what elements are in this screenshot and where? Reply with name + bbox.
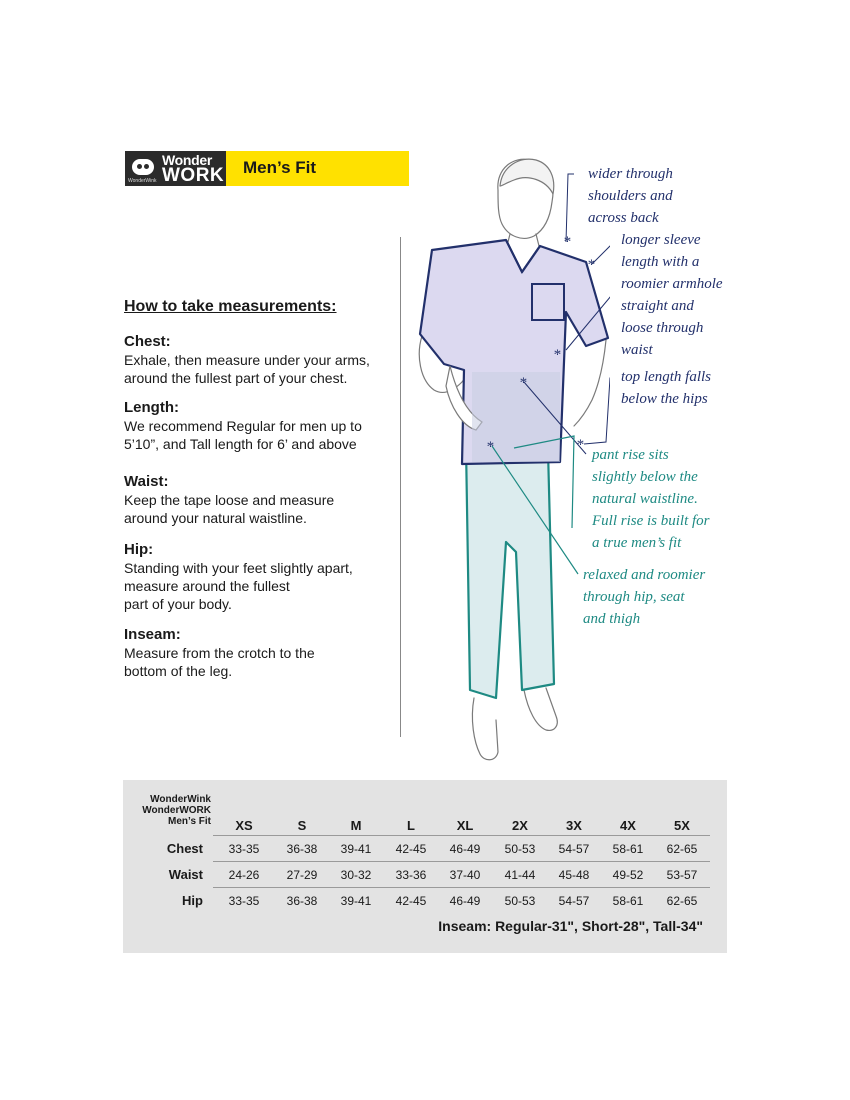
table-cell: 49-52 [612,868,644,882]
callout-line: length with a [621,254,700,270]
table-cell: 24-26 [228,868,260,882]
size-header: XL [456,818,474,833]
asterisk-marker: * [519,375,527,391]
section-heading: Hip: [124,541,154,558]
table-cell: 46-49 [449,894,481,908]
vertical-divider [400,237,401,737]
wonderwork-logo [125,151,226,186]
figure-arm-right [574,340,606,426]
callout-line: a true men’s fit [592,535,682,551]
section-heading: Inseam: [124,626,181,643]
callout-rise [592,444,710,554]
callout-line: shoulders and [588,188,673,204]
callout-line: wider through [588,166,673,182]
callout-sleeve [621,229,723,295]
section-hip [124,541,384,613]
callout-line: across back [588,210,659,226]
table-cell: 50-53 [504,842,536,856]
section-waist [124,473,384,527]
section-line: Standing with your feet slightly apart, [124,560,353,576]
asterisk-marker: * [563,234,571,250]
size-header: 4X [620,818,636,833]
size-header: L [407,818,415,833]
row-label-chest: Chest [166,841,203,856]
wonderwink-mark-icon [132,159,154,175]
table-cell: 58-61 [612,894,644,908]
table-rule [213,887,710,888]
callout-line: straight and [621,298,694,314]
callout-line: below the hips [621,391,708,407]
section-line: measure around the fullest [124,578,290,594]
section-line: around the fullest part of your chest. [124,370,348,386]
table-cell: 36-38 [286,842,318,856]
figure-pants [466,446,554,698]
table-cell: 54-57 [558,842,590,856]
section-heading: Waist: [124,473,169,490]
section-line: 5’10”, and Tall length for 6’ and above [124,436,357,452]
instructions-title: How to take measurements: [124,298,337,315]
callout-line: longer sleeve [621,232,701,248]
callout-line: relaxed and roomier [583,567,706,583]
fit-title: Men’s Fit [243,158,317,177]
section-line: Keep the tape loose and measure [124,492,335,508]
asterisk-marker: * [587,257,595,273]
callout-line: loose through [621,320,704,336]
callout-line: Full rise is built for [592,513,710,529]
table-cell: 27-29 [286,868,318,882]
size-chart-table [123,780,727,953]
callout-relaxed [583,564,705,630]
section-line: Exhale, then measure under your arms, [124,352,370,368]
callout-line: through hip, seat [583,589,685,605]
brand-header [125,151,409,186]
size-header: S [297,818,307,833]
callout-line: roomier armhole [621,276,723,292]
size-header: M [350,818,362,833]
size-header: XS [235,818,253,833]
callout-line: natural waistline. [592,491,698,507]
section-length [124,399,384,453]
table-corner-label [123,794,211,827]
figure-foot-left [472,698,498,760]
corner-line: WonderWink [150,794,211,805]
row-label-waist: Waist [168,867,203,882]
corner-line: WonderWORK [142,805,211,816]
logo-small-text: WonderWink [128,178,157,184]
table-cell: 62-65 [666,842,698,856]
section-inseam [124,626,384,680]
section-line: bottom of the leg. [124,663,233,679]
size-header: 5X [674,818,690,833]
table-cell: 42-45 [395,842,427,856]
table-cell: 30-32 [340,868,372,882]
table-cell: 62-65 [666,894,698,908]
table-cell: 42-45 [395,894,427,908]
asterisk-marker: * [553,347,561,363]
callout-line: top length falls [621,369,711,385]
asterisk-marker: * [486,439,494,455]
section-line: Measure from the crotch to the [124,645,315,661]
callout-line: slightly below the [592,469,698,485]
table-rule [213,835,710,836]
table-cell: 33-35 [228,894,260,908]
logo-word-work: WORK [162,165,225,186]
section-chest [124,333,384,387]
row-label-hip: Hip [182,893,203,908]
table-cell: 39-41 [340,894,372,908]
section-line: part of your body. [124,596,232,612]
figure-foot-right [524,688,557,730]
callout-toplength [621,366,711,410]
callout-line: and thigh [583,611,641,627]
section-heading: Length: [124,399,179,416]
section-line: around your natural waistline. [124,510,307,526]
asterisk-marker: * [576,437,584,453]
table-cell: 37-40 [449,868,481,882]
size-header: 3X [566,818,582,833]
table-cell: 54-57 [558,894,590,908]
table-rule [213,861,710,862]
corner-line: Men’s Fit [168,816,211,827]
table-cell: 45-48 [558,868,590,882]
callout-line: waist [621,342,653,358]
callout-straight [621,295,703,361]
figure-neck [506,234,540,250]
table-cell: 39-41 [340,842,372,856]
table-cell: 41-44 [504,868,536,882]
table-cell: 33-35 [228,842,260,856]
table-cell: 36-38 [286,894,318,908]
table-cell: 58-61 [612,842,644,856]
table-cell: 50-53 [504,894,536,908]
table-cell: 33-36 [395,868,427,882]
section-heading: Chest: [124,333,171,350]
section-line: We recommend Regular for men up to [124,418,362,434]
size-header: 2X [512,818,528,833]
logo-word-wonder: Wonder [162,152,213,168]
mens-fit-figure-illustration [410,150,610,770]
fit-title-bar [226,151,409,186]
callout-line: pant rise sits [592,447,669,463]
table-cell: 53-57 [666,868,698,882]
table-cell: 46-49 [449,842,481,856]
callout-shoulders [588,163,673,229]
inseam-note: Inseam: Regular-31", Short-28", Tall-34" [438,918,703,934]
